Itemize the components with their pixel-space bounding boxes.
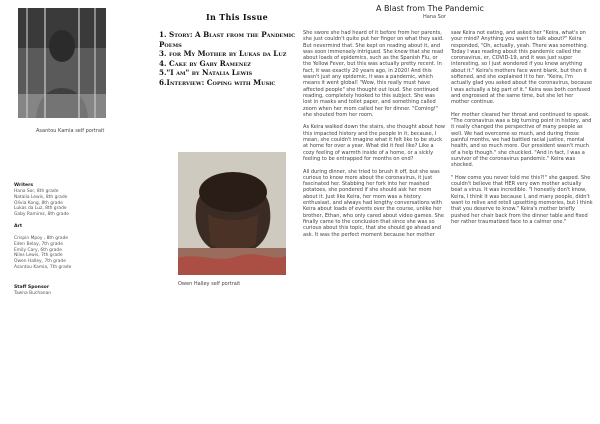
article-paragraph: All during dinner, she tried to brush it off, but she was curious to know more about the coronavirus, it just fascinated her. Stabbing her fork into her mashed potatoes, she pondered if she should ask her mom about it. Just like Keira, her mom was a history enthusiast, and always had lengthy conversations with Keira about loads of events over the course, unlike her brother, Ethan, who only cared about video games. She finally came to the conclusion that since she was so curious about this topic, that she should go ahead and ask. It was the perfect moment because her mother: [303, 168, 444, 238]
article-column-1: [303, 30, 445, 244]
article-paragraph: Her mother cleared her throat and continued to speak. "The coronavirus was a big turning point in history, and it really changed the perspective of many people as well. We had overcome so much, and during those painful months, we had battled racial justice, mental health, and so much more. Our president wasn't much of a help though." she chuckled. "And in fact, I was a survivor of the coronavirus pandemic." Keira was shocked.: [451, 111, 592, 169]
artist-item: Crispin Mpoy , 8th grade: [14, 235, 69, 241]
article-column-2: [451, 30, 593, 232]
writers-heading: Writers: [14, 183, 34, 188]
staff-list: [14, 183, 134, 297]
article-paragraph: As Keira walked down the stairs, she thought about how this impacted history and the people in it, because, I mean, she couldn't imagine what it felt like to be stuck at home for over a year. What did it feel like? Like a cozy feeling of warmth inside of a home, or a sickly feeling to be entrapped for months on end?: [303, 124, 445, 162]
article-paragraph: She swore she had heard of it before from her parents, she just couldn't quite put her finger on what they said. But nevermind that. She kept on reading about it, and was soon immensely intrigued. She knew that she read about loads of epidemics, such as the Spanish Flu, or the Yellow Fever, but this was actually pretty recent. In fact, it was exactly 20 years ago, in 2020! And this wasn't just any epidemic, it was a pandemic, which means it went global! "Wow, this really must have affected people" she thought out loud. She continued reading, completely hooked to this subject. She was lost in masks and toilet paper, and something called zoom when her mom called her for dinner. "Coming!" she shouted from her room.: [303, 30, 444, 118]
writer-item: Lukas da Luz, 8th grade: [14, 206, 67, 212]
art-heading: Art: [14, 223, 23, 229]
toc-item: 6.Interview: Coping with Music: [159, 77, 276, 87]
article-author: Hana Sor: [423, 14, 446, 20]
writer-item: Natalia Lewis, 8th grade: [14, 194, 68, 200]
artist-item: Asantou Kamia, 7th grade: [14, 264, 72, 270]
article-paragraph: saw Keira not eating, and asked her "Keira, what's on your mind? Anything you want to talk about?" Keira responded, "Oh, actually, yeah. There was something. Today I was reading about this pandemic called the coronavirus, er, COVID-19, and it was just super interesting, so I just wondered if you knew anything about it." Keira's mothers face went blank, but then it softened, and she explained it to her. "Keira, I'm actually glad you asked about the coronavirus, because I was actually a big part of it." Keira was both confused and engrossed at the same time, but she let her mother continue.: [451, 30, 593, 106]
artist-item: Eden Belay, 7th grade: [14, 241, 63, 247]
portrait-caption: Asantou Kamia self portrait: [36, 128, 105, 134]
artist-item: Niles Lewis, 7th grade: [14, 253, 63, 259]
toc-item: 1. Story: A Blast from the Pandemic: [159, 30, 296, 39]
writer-item: Gaby Ramirez, 8th grade: [14, 212, 69, 218]
toc-item: Poems: [159, 39, 182, 49]
sponsor-name: Tawna Buchanan: [14, 290, 52, 296]
toc-item: 4. Cake by Gaby Ramenez: [159, 58, 251, 68]
asantou-kamia-portrait-image: [18, 8, 106, 118]
painting-caption: Owen Halley self portrait: [178, 281, 241, 287]
sponsor-heading: Staff Sponsor: [14, 284, 50, 290]
article-title: A Blast from The Pandemic: [376, 4, 484, 13]
article-paragraph: " How come you never told me this?!" she gasped. She couldn't believe that HER very own mother actually beat a virus. It was incredible. "I honestly don't know, Keira, I think it was because I, and many people, didn't want to relive and retell upsetting memories, but I think that you deserve to know." Keira's mother briefly pushed her chair back from the dinner table and fixed her rather traumatized face to a calmer one.": [451, 174, 593, 225]
toc-item: 5."I am" by Natalia Lewis: [159, 68, 253, 78]
artist-item: Emily Cary, 6th grade: [14, 247, 62, 253]
issue-title: In This Issue: [206, 12, 268, 22]
writer-item: Hana Sor, 8th grade: [14, 189, 59, 194]
owen-halley-portrait-image: [178, 152, 286, 275]
table-of-contents: [159, 30, 299, 88]
writer-item: Olivia Kong, 8th grade: [14, 200, 63, 206]
artist-item: Owen Halley, 7th grade: [14, 259, 66, 265]
toc-item: 3. for My Mother by Lukas da Luz: [159, 49, 287, 59]
